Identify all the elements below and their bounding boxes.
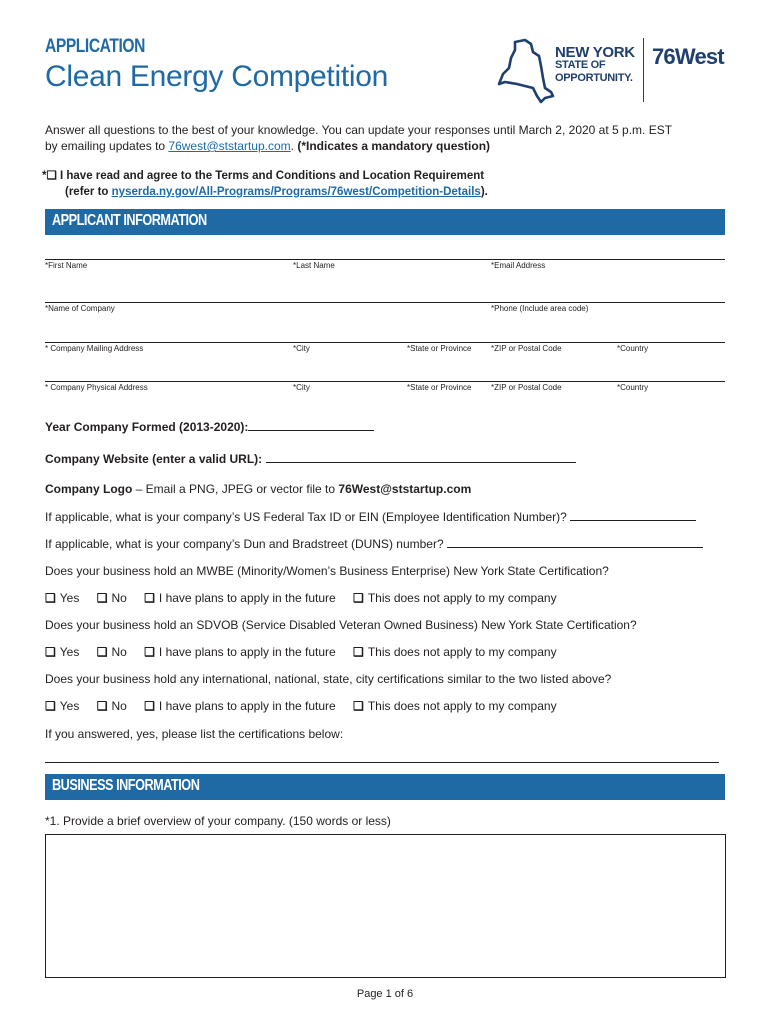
sdvob-plans-checkbox[interactable]: ❑ [144, 645, 155, 659]
terms-link[interactable]: nyserda.ny.gov/All-Programs/Programs/76west/Competition-Details [111, 186, 481, 198]
last-name-label: *Last Name [293, 261, 335, 270]
other-na-label: This does not apply to my company [367, 699, 557, 713]
other-yes-label: Yes [59, 699, 80, 713]
mwbe-plans-checkbox[interactable]: ❑ [144, 591, 155, 605]
duns-field[interactable] [447, 537, 703, 548]
duns-row [45, 537, 703, 551]
sdvob-na-label: This does not apply to my company [367, 645, 557, 659]
other-plans-option[interactable] [144, 699, 336, 713]
row1-rule [45, 259, 725, 260]
applicant-information-header [45, 209, 725, 235]
email-link[interactable]: 76west@ststartup.com [168, 139, 291, 153]
email-label: *Email Address [491, 261, 546, 270]
sdvob-plans-label: I have plans to apply in the future [158, 645, 336, 659]
mailing-zip-label: *ZIP or Postal Code [491, 344, 562, 353]
mailing-city-label: *City [293, 344, 310, 353]
mailing-address-label: * Company Mailing Address [45, 344, 144, 353]
sdvob-na-option[interactable] [353, 645, 557, 659]
sdvob-yes-option[interactable] [45, 645, 79, 659]
agreement-label: I have read and agree to the Terms and Conditions and Location Requirement [56, 170, 485, 182]
duns-label: If applicable, what is your company’s Dun and Bradstreet (DUNS) number? [45, 537, 444, 551]
ny-state-logo-text [555, 46, 635, 85]
logo-row [45, 482, 471, 496]
sdvob-yes-label: Yes [59, 645, 80, 659]
row2-rule [45, 302, 725, 303]
other-no-label: No [111, 699, 127, 713]
phone-label: *Phone (Include area code) [491, 304, 589, 313]
mandatory-note: (*Indicates a mandatory question) [297, 139, 491, 153]
agreement-checkbox[interactable]: *❑ [42, 170, 57, 182]
intro-line-1: Answer all questions to the best of your knowledge. You can update your responses until March 2, 2020 at 5 p.m. EST [45, 123, 673, 137]
other-na-checkbox[interactable]: ❑ [353, 699, 364, 713]
logo-email: 76West@ststartup.com [338, 482, 472, 496]
website-field[interactable] [266, 452, 576, 463]
mwbe-no-label: No [111, 591, 127, 605]
mwbe-yes-label: Yes [59, 591, 80, 605]
agreement-suffix: ). [480, 186, 488, 198]
year-formed-row [45, 420, 374, 434]
business-information-header [45, 774, 725, 800]
sdvob-options [45, 645, 571, 659]
mwbe-yes-option[interactable] [45, 591, 79, 605]
physical-zip-label: *ZIP or Postal Code [491, 383, 562, 392]
sdvob-plans-option[interactable] [144, 645, 336, 659]
first-name-label: *First Name [45, 261, 88, 270]
tax-id-label: If applicable, what is your company’s US Federal Tax ID or EIN (Employee Identification Number)? [45, 510, 567, 524]
page-number: Page 1 of 6 [356, 988, 414, 1000]
other-na-option[interactable] [353, 699, 557, 713]
logo-divider [643, 38, 644, 102]
other-plans-checkbox[interactable]: ❑ [144, 699, 155, 713]
logo-label: Company Logo [45, 482, 133, 496]
mwbe-plans-option[interactable] [144, 591, 336, 605]
business-section-title: BUSINESS INFORMATION [52, 777, 200, 794]
row3-rule [45, 342, 725, 343]
mwbe-na-label: This does not apply to my company [367, 591, 557, 605]
agreement-checkbox-row[interactable] [42, 168, 488, 200]
physical-city-label: *City [293, 383, 310, 392]
tax-id-field[interactable] [570, 510, 696, 521]
applicant-section-title: APPLICANT INFORMATION [52, 212, 207, 229]
intro-line-2-prefix: by emailing updates to [45, 139, 169, 153]
other-cert-question: Does your business hold any international, national, state, city certifications similar to the two listed above? [45, 672, 612, 686]
other-plans-label: I have plans to apply in the future [158, 699, 336, 713]
website-row [45, 452, 576, 466]
company-overview-textarea[interactable] [45, 834, 726, 978]
mwbe-options [45, 591, 571, 605]
mwbe-question: Does your business hold an MWBE (Minority/Women’s Business Enterprise) New York State Certification? [45, 564, 609, 578]
mailing-state-label: *State or Province [407, 344, 472, 353]
other-no-checkbox[interactable]: ❑ [96, 699, 108, 713]
intro-line-2 [45, 138, 735, 154]
intro-line-2-mid: . [290, 139, 298, 153]
mwbe-na-checkbox[interactable]: ❑ [353, 591, 364, 605]
row4-rule [45, 381, 725, 382]
cert-list-prompt: If you answered, yes, please list the certifications below: [45, 727, 344, 741]
sdvob-yes-checkbox[interactable]: ❑ [45, 645, 56, 659]
physical-country-label: *Country [617, 383, 649, 392]
logo-instructions: – Email a PNG, JPEG or vector file to [132, 482, 339, 496]
company-name-label: *Name of Company [45, 304, 115, 313]
76west-logo: 76West [652, 44, 724, 69]
sdvob-question: Does your business hold an SDVOB (Service Disabled Veteran Owned Business) New York State Certification? [45, 618, 637, 632]
year-formed-label: Year Company Formed (2013-2020): [45, 420, 249, 434]
sdvob-na-checkbox[interactable]: ❑ [353, 645, 364, 659]
logo-line-1: NEW YORK [555, 44, 635, 61]
business-question-1: *1. Provide a brief overview of your company. (150 words or less) [45, 814, 391, 828]
other-cert-options [45, 699, 571, 713]
sdvob-no-option[interactable] [97, 645, 127, 659]
mwbe-plans-label: I have plans to apply in the future [158, 591, 336, 605]
mailing-country-label: *Country [617, 344, 649, 353]
physical-state-label: *State or Province [407, 383, 472, 392]
website-label: Company Website (enter a valid URL): [45, 452, 263, 466]
other-yes-option[interactable] [45, 699, 79, 713]
physical-address-label: * Company Physical Address [45, 383, 148, 392]
other-no-option[interactable] [97, 699, 127, 713]
year-formed-field[interactable] [248, 420, 374, 431]
document-title: Clean Energy Competition [45, 60, 388, 93]
agreement-line-2 [45, 184, 488, 200]
agreement-refer: (refer to [65, 186, 112, 198]
cert-list-field[interactable] [45, 762, 719, 763]
sdvob-no-label: No [111, 645, 127, 659]
tax-id-row [45, 510, 696, 524]
logo-line-2: STATE OF [555, 59, 606, 71]
mwbe-no-option[interactable] [97, 591, 127, 605]
new-york-state-map-icon [497, 38, 557, 104]
mwbe-na-option[interactable] [353, 591, 557, 605]
mwbe-no-checkbox[interactable]: ❑ [96, 591, 108, 605]
intro-text [45, 122, 735, 154]
document-kicker: APPLICATION [45, 36, 145, 57]
sdvob-no-checkbox[interactable]: ❑ [96, 645, 108, 659]
other-yes-checkbox[interactable]: ❑ [45, 699, 56, 713]
logo-line-3: OPPORTUNITY. [555, 72, 633, 84]
agreement-line-1 [42, 168, 488, 184]
mwbe-yes-checkbox[interactable]: ❑ [45, 591, 56, 605]
